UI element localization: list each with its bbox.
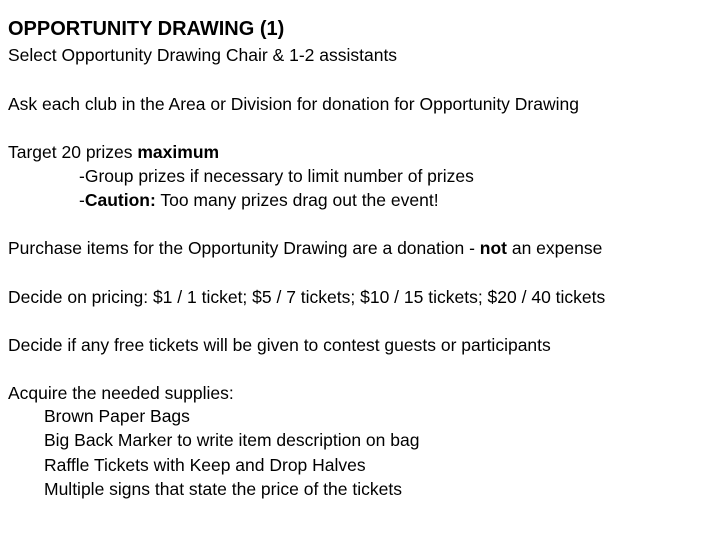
supply-item: Big Back Marker to write item description on bag (44, 430, 420, 450)
caution-prefix: - (79, 190, 85, 210)
purchase-emphasis: not (479, 238, 507, 258)
target-emphasis: maximum (137, 142, 220, 162)
purchase-line (8, 238, 602, 258)
supply-item: Brown Paper Bags (44, 406, 190, 426)
subtitle-line: Select Opportunity Drawing Chair & 1-2 assistants (8, 45, 398, 65)
purchase-suffix: an expense (506, 238, 603, 258)
free-tickets-line: Decide if any free tickets will be given to contest guests or participants (8, 335, 551, 355)
ask-clubs-line: Ask each club in the Area or Division for donation for Opportunity Drawing (8, 94, 579, 114)
supply-item: Multiple signs that state the price of the tickets (44, 479, 402, 499)
slide-title: OPPORTUNITY DRAWING (1) (8, 18, 285, 40)
caution-line (79, 190, 439, 210)
supply-item: Raffle Tickets with Keep and Drop Halves (44, 455, 366, 475)
caution-text: Too many prizes drag out the event! (155, 190, 439, 210)
purchase-text: Purchase items for the Opportunity Drawing are a donation - (8, 238, 480, 258)
supplies-heading: Acquire the needed supplies: (8, 383, 234, 403)
target-text: Target 20 prizes (8, 142, 138, 162)
pricing-line: Decide on pricing: $1 / 1 ticket; $5 / 7 tickets; $10 / 15 tickets; $20 / 40 tickets (8, 287, 606, 307)
target-line (8, 142, 219, 162)
group-prizes-line: -Group prizes if necessary to limit number of prizes (79, 166, 474, 186)
caution-label: Caution: (84, 190, 156, 210)
